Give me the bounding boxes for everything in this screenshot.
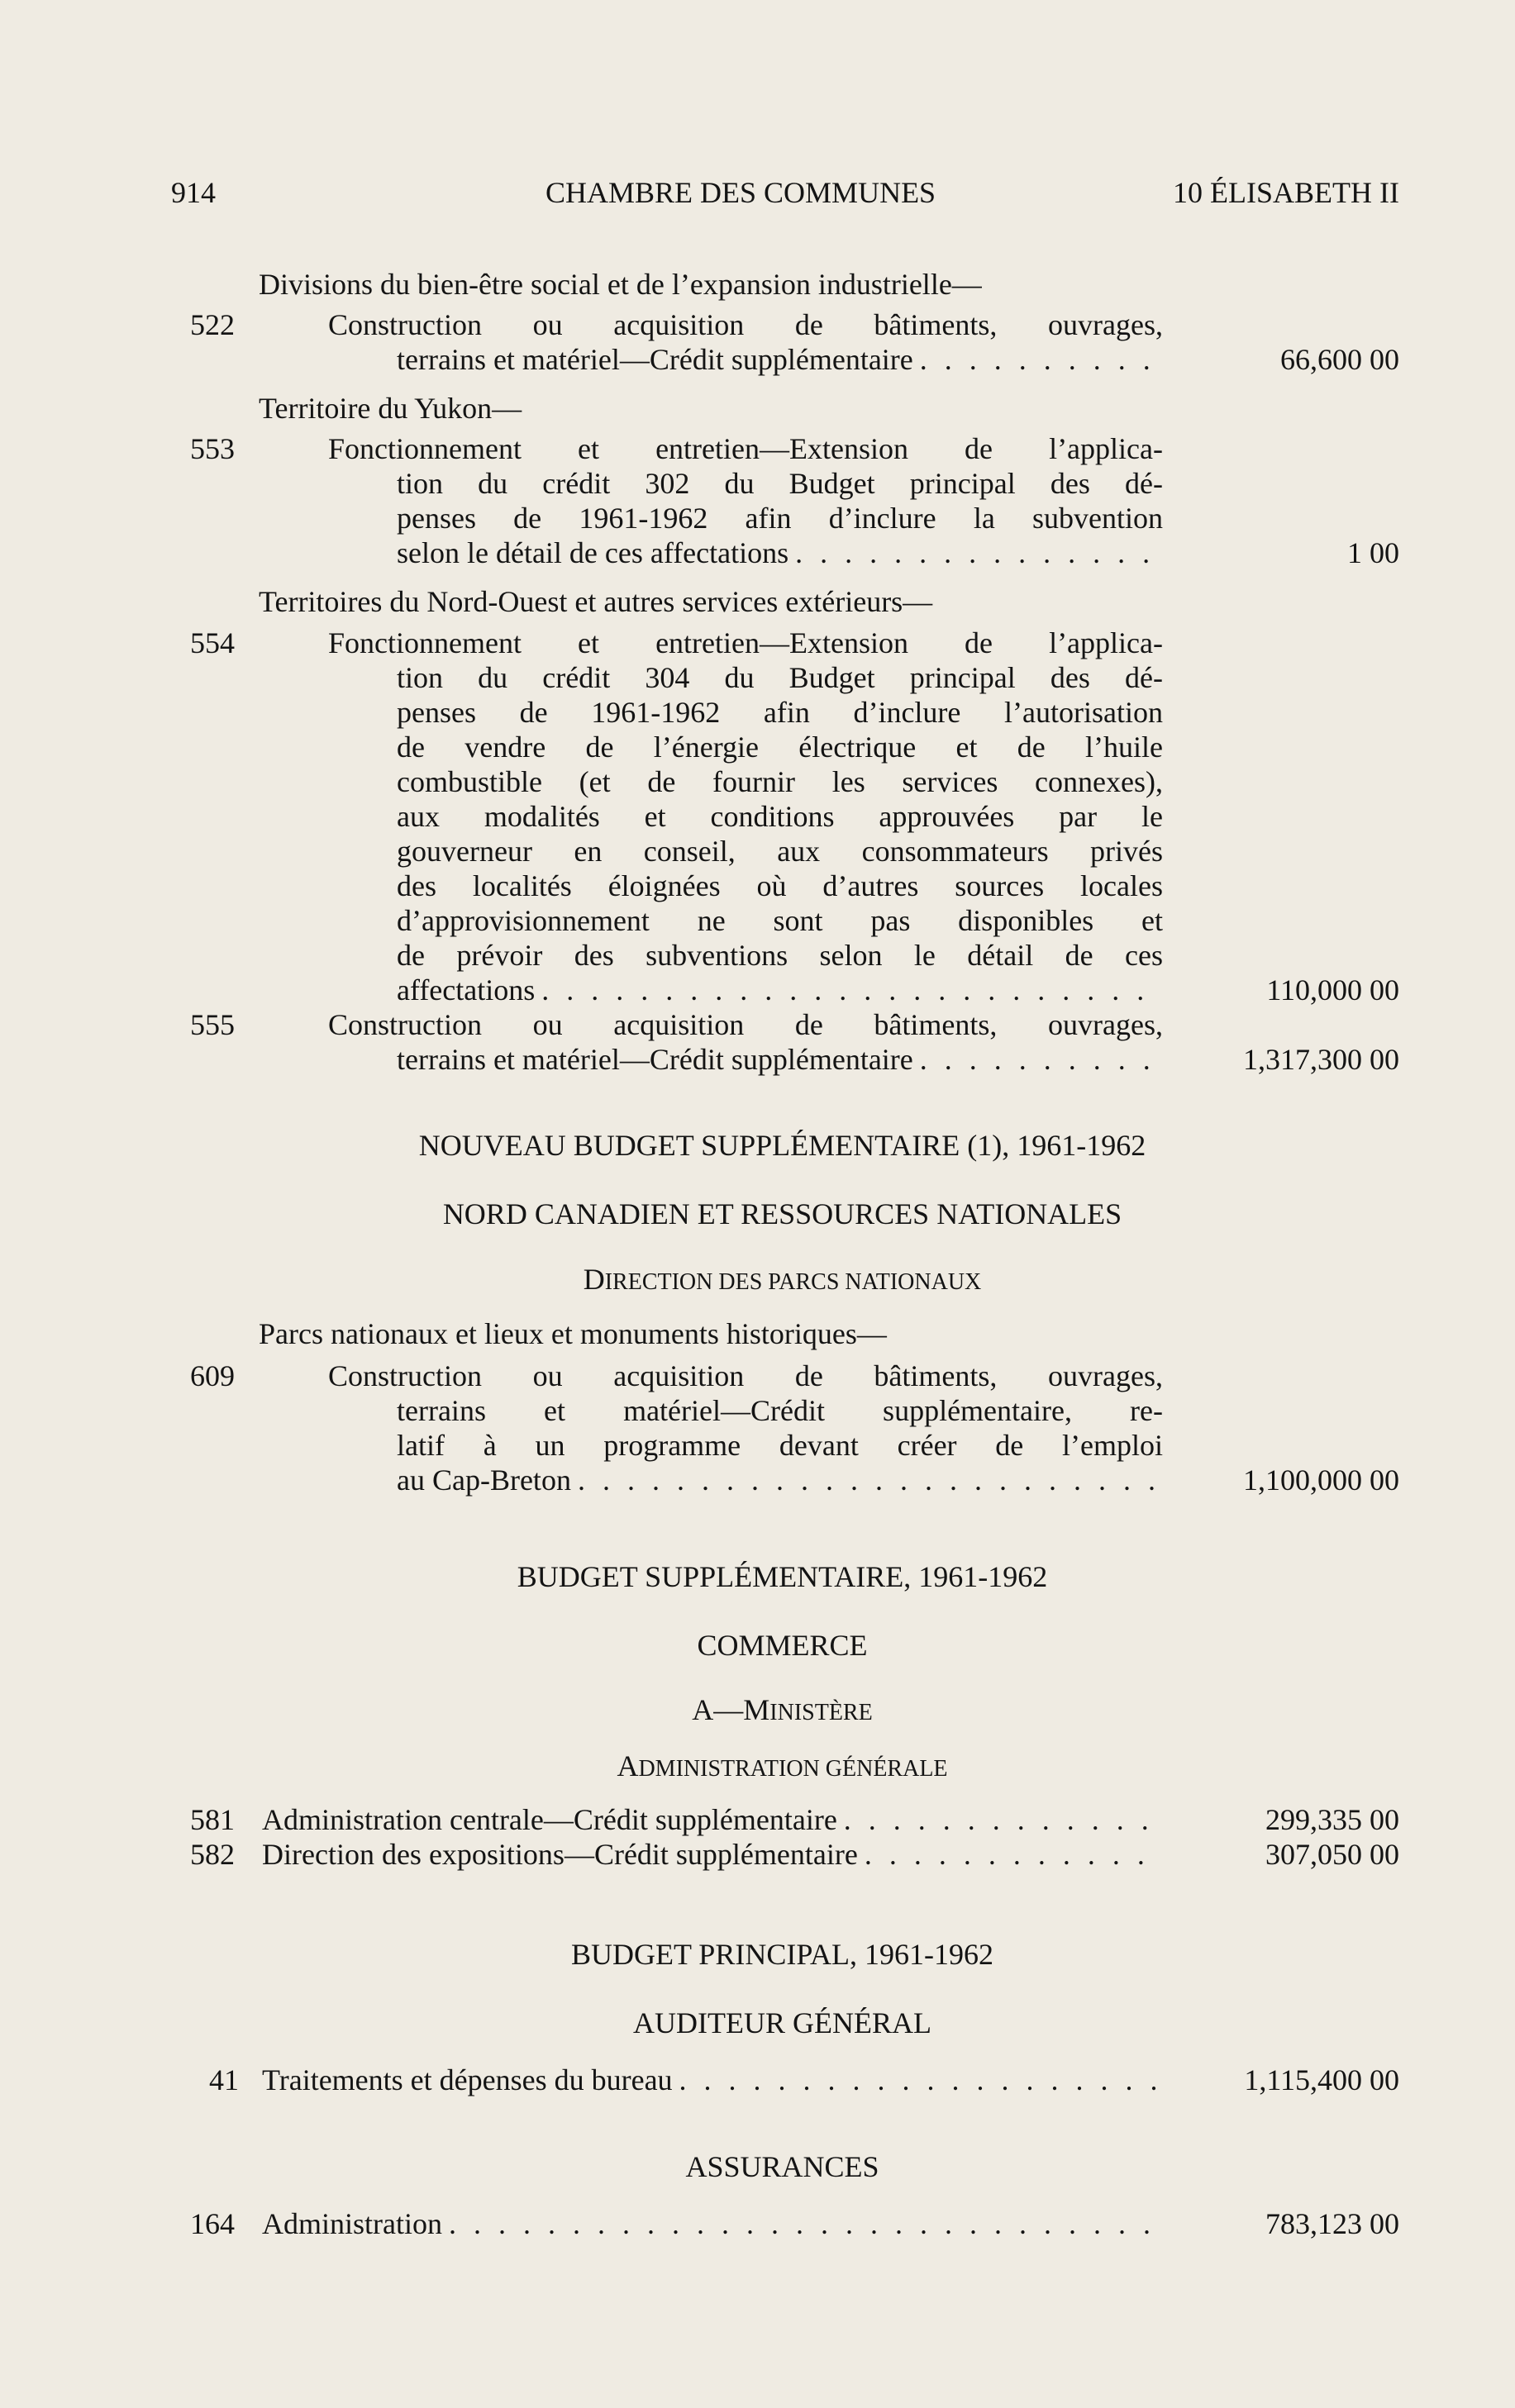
item-line — [262, 2206, 1157, 2241]
item-description-line: gouverneur en conseil, aux consommateurs privés — [397, 835, 1163, 868]
budget-section-title: BUDGET PRINCIPAL, 1961-1962 — [570, 1938, 994, 1971]
sub-department-title — [25, 1692, 1515, 1730]
department-title: NORD CANADIEN ET RESSOURCES NATIONALES — [442, 1197, 1122, 1230]
item-label: terrains et matériel—Crédit supplémentaire — [397, 343, 913, 376]
item-number: 164 — [190, 2207, 235, 2240]
page-number: 914 — [171, 176, 216, 209]
small-caps-rest: INISTÈRE — [769, 1700, 873, 1725]
item-description-line: latif à un programme devant créer de l’emploi — [397, 1429, 1163, 1462]
item-amount: 1,100,000 00 — [1243, 1463, 1399, 1497]
item-description-line: penses de 1961-1962 afin d’inclure la subvention — [397, 502, 1163, 535]
dot-leader — [858, 1837, 1157, 1872]
dot-leader — [788, 535, 1157, 570]
section-heading: Divisions du bien-être social et de l’expansion industrielle— — [259, 268, 982, 301]
item-description-line: tion du crédit 302 du Budget principal des dé- — [397, 467, 1163, 500]
item-line — [262, 1837, 1157, 1872]
item-description-line — [397, 1463, 1157, 1497]
dot-leader — [673, 2063, 1157, 2097]
item-amount: 1 00 — [1347, 536, 1399, 569]
item-amount: 783,123 00 — [1265, 2207, 1399, 2240]
item-number: 41 — [209, 2063, 239, 2096]
item-description-line — [397, 1042, 1157, 1077]
item-number: 581 — [190, 1803, 235, 1836]
small-caps-initial: A — [617, 1749, 639, 1782]
item-description-line: de vendre de l’énergie électrique et de l’huile — [397, 730, 1163, 764]
item-description-line: Fonctionnement et entretien—Extension de l’applica- — [328, 432, 1163, 465]
item-description-line — [397, 973, 1157, 1007]
dot-leader — [837, 1802, 1157, 1837]
item-label: Direction des expositions—Crédit supplémentaire — [262, 1838, 858, 1871]
sub-department-title — [25, 1262, 1515, 1300]
item-label: Administration — [262, 2207, 442, 2240]
item-label: Administration centrale—Crédit supplémentaire — [262, 1803, 837, 1836]
item-line — [262, 2063, 1157, 2097]
small-caps-rest: IRECTION DES PARCS NATIONAUX — [604, 1269, 982, 1295]
item-amount: 66,600 00 — [1280, 343, 1399, 376]
item-description-line: des localités éloignées où d’autres sources locales — [397, 869, 1163, 902]
item-number: 553 — [190, 432, 235, 465]
department-title: COMMERCE — [697, 1629, 868, 1662]
item-label: terrains et matériel—Crédit supplémentaire — [397, 1043, 913, 1076]
item-amount: 1,317,300 00 — [1243, 1043, 1399, 1076]
item-line — [262, 1802, 1157, 1837]
budget-section-title: NOUVEAU BUDGET SUPPLÉMENTAIRE (1), 1961-1962 — [418, 1129, 1146, 1162]
item-amount: 307,050 00 — [1265, 1838, 1399, 1871]
item-description-line: penses de 1961-1962 afin d’inclure l’autorisation — [397, 696, 1163, 729]
item-amount: 110,000 00 — [1266, 973, 1399, 1007]
dot-leader — [913, 1042, 1157, 1077]
item-label: selon le détail de ces affectations — [397, 536, 789, 569]
item-description-line: Construction ou acquisition de bâtiments, ouvrages, — [328, 1008, 1163, 1041]
item-description-line: Fonctionnement et entretien—Extension de l’applica- — [328, 626, 1163, 659]
item-number: 522 — [190, 308, 235, 341]
item-description-line: d’approvisionnement ne sont pas disponibles et — [397, 904, 1163, 937]
dot-leader — [913, 342, 1157, 377]
item-description-line: Construction ou acquisition de bâtiments, ouvrages, — [328, 1359, 1163, 1392]
department-title: AUDITEUR GÉNÉRAL — [633, 2006, 931, 2039]
item-number: 582 — [190, 1838, 235, 1871]
item-number: 555 — [190, 1008, 235, 1041]
department-title: ASSURANCES — [685, 2150, 879, 2183]
dot-leader — [535, 973, 1157, 1007]
sub-department-title — [25, 1749, 1515, 1787]
item-description-line: Construction ou acquisition de bâtiments, ouvrages, — [328, 308, 1163, 341]
item-label: affectations — [397, 973, 536, 1007]
small-caps-initial: D — [583, 1263, 605, 1296]
item-description-line: combustible (et de fournir les services connexes), — [397, 765, 1163, 798]
section-heading: Territoires du Nord-Ouest et autres services extérieurs— — [259, 585, 933, 618]
item-description-line — [397, 342, 1157, 377]
dot-leader — [571, 1463, 1157, 1497]
item-description-line: terrains et matériel—Crédit supplémentaire, re- — [397, 1394, 1163, 1427]
item-label: au Cap-Breton — [397, 1463, 571, 1497]
item-description-line: de prévoir des subventions selon le détail de ces — [397, 939, 1163, 972]
item-number: 554 — [190, 626, 235, 659]
section-heading: Parcs nationaux et lieux et monuments historiques— — [259, 1317, 887, 1350]
item-number: 609 — [190, 1359, 235, 1392]
page-header-title: CHAMBRE DES COMMUNES — [545, 176, 936, 209]
budget-section-title: BUDGET SUPPLÉMENTAIRE, 1961-1962 — [517, 1560, 1048, 1593]
dot-leader — [442, 2206, 1157, 2241]
item-label: Traitements et dépenses du bureau — [262, 2063, 673, 2096]
section-heading: Territoire du Yukon— — [259, 392, 522, 425]
item-description-line: aux modalités et conditions approuvées par le — [397, 800, 1163, 833]
item-amount: 1,115,400 00 — [1244, 2063, 1399, 2096]
item-amount: 299,335 00 — [1265, 1803, 1399, 1836]
item-description-line — [397, 535, 1157, 570]
small-caps-initial: A—M — [692, 1693, 770, 1726]
small-caps-rest: DMINISTRATION GÉNÉRALE — [638, 1756, 948, 1782]
page-header-regnal-year: 10 ÉLISABETH II — [1173, 176, 1399, 209]
item-description-line: tion du crédit 304 du Budget principal des dé- — [397, 661, 1163, 694]
